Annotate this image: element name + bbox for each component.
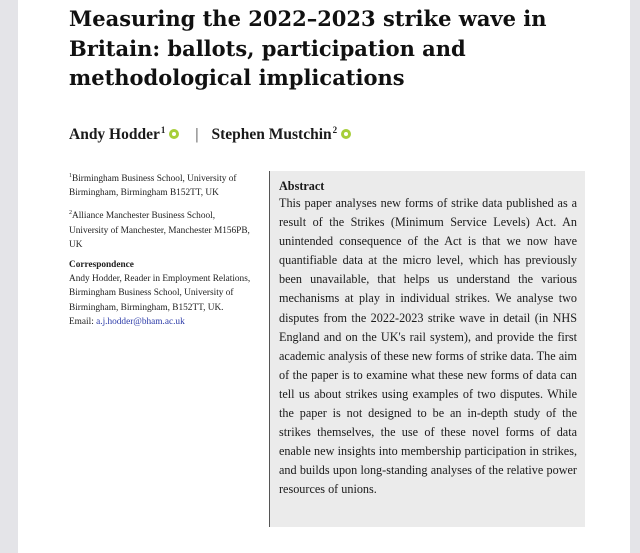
orcid-icon[interactable]: [341, 129, 351, 139]
abstract-heading: Abstract: [279, 179, 325, 193]
email-label: Email:: [69, 316, 94, 327]
affiliation: [69, 169, 251, 200]
paper-title: Measuring the 2022–2023 strike wave in Britain: ballots, participation and methodological implications: [69, 6, 547, 90]
correspondence-text: Andy Hodder, Reader in Employment Relations, Birmingham Business School, University of Birmingham, Birmingham, B152TT, UK.: [69, 274, 251, 313]
paper-page: [18, 0, 630, 553]
affiliation-text: Birmingham Business School, University of Birmingham, Birmingham B152TT, UK: [69, 174, 237, 199]
affiliation-text: Alliance Manchester Business School, University of Manchester, Manchester M156PB, UK: [69, 211, 250, 250]
affiliation-mark: 2: [69, 210, 72, 217]
email-line: [69, 317, 185, 327]
author-name[interactable]: Stephen Mustchin: [211, 126, 332, 143]
correspondence-block: [69, 272, 251, 329]
author-name[interactable]: Andy Hodder: [69, 126, 160, 143]
affiliations-column: [69, 169, 251, 335]
email-link[interactable]: a.j.hodder@bham.ac.uk: [96, 316, 185, 327]
abstract-box: [269, 171, 585, 527]
abstract-text: This paper analyses new forms of strike data published as a result of the Strikes (Minimum Service Levels) Act. An unintended consequence of the Act is that we now have quantifiable data at the micro level, which has previously been unavailable, that helps us understand the various mechanisms at play in individual strikes. We analyse two disputes from the 2022-2023 strike wave in detail (in NHS England and on the UK's rail system), and provide the first academic analysis of these new forms of strike data. The aim of the paper is to examine what these new forms of data can tell us about strikes using examples of two disputes. While the paper is not designed to be an in-depth study of the strikes themselves, the use of these novel forms of data enable new insights into membership participation in strikes, and builds upon long-standing analyses of the relative power resources of unions.: [279, 196, 577, 497]
affiliation-mark: 1: [69, 173, 72, 179]
affiliation-mark: 1: [160, 125, 166, 135]
author-separator: |: [195, 126, 199, 143]
orcid-icon[interactable]: [169, 129, 179, 139]
affiliation: [69, 206, 251, 252]
affiliation-mark: 2: [332, 125, 338, 135]
correspondence-heading: Correspondence: [69, 260, 134, 271]
author-list: [69, 120, 589, 145]
